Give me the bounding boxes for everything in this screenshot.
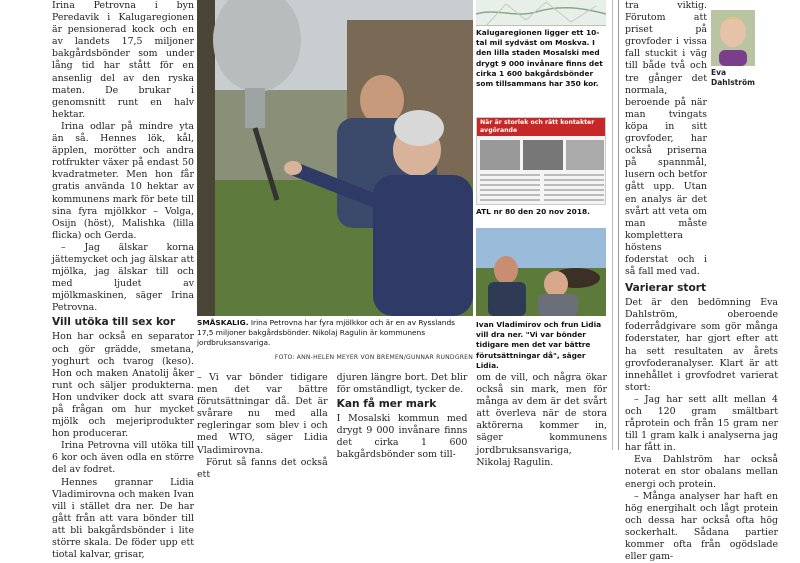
paragraph: Det är den bedömning Eva Dahlström, oberoende foderrådgivare som gör många foderstater, har gjort efter att ha sett resultaten av årets grovfoderanalyser. Klart är att innehållet i grovfodret varierat stort: [625,297,778,393]
wrapped-text [625,0,707,278]
paragraph: Förut så fanns det också ett [197,456,328,480]
map-caption: Kalugaregionen ligger ett 10-tal mil sydväst om Moskva. I den lilla staden Mosalski med drygt 9 000 invånare finns det cirka 1 600 bakgårdsbönder som tillsammans har 350 kor. [476,28,603,89]
article-column-2 [197,372,328,480]
paragraph: Eva Dahlström har också noterat en stor obalans mellan energi och protein. [625,454,778,490]
portrait-photo [711,10,755,66]
article-column-3 [336,372,468,461]
article-column-4 [476,372,608,468]
paragraph: – Jag älskar korna jättemycket och jag älskar att mjölka, jag älskar till och med ljudet av mjölkmaskinen, säger Irina Petrovna. [52,241,194,314]
subheading: Varierar stort [625,282,707,295]
subheading: Vill utöka till sex kor [52,316,176,329]
paragraph: – Jag har sett allt mellan 4 och 120 gram smältbart råprotein och från 15 gram ner till 1 gram kalk i analyserna jag har fått in. [625,393,778,454]
column-divider [612,0,613,450]
clipping-photos [477,136,607,212]
couple-illustration [476,228,606,316]
paragraph: I Mosalski kommun med drygt 9 000 invånare finns det cirka 1 600 bakgårdsbönder som till- [336,413,468,461]
milking-scene-illustration [197,0,473,316]
couple-caption: Ivan Vladimirov och frun Lidia vill dra ner. "Vi var bönder tidigare men det var bättre förutsättningar då", säger Lidia. [476,320,602,370]
caption-kicker: SMÅSKALIG. [197,318,249,327]
paragraph: Irina Petrovna i byn Peredavik i Kalugaregionen är pensionerad kock och en av landets 17,5 miljoner bakgårdsbönder som under lång tid har stått för en ansenlig del av den ryska maten. De brukar i genomsnitt runt en halv hektar. [52,0,194,120]
feed-article-column [618,0,778,563]
clipping-caption: ATL nr 80 den 20 nov 2018. [476,207,590,216]
photo-credit: FOTO: ANN-HELEN MEYER VON BREMEN/GUNNAR RUNDGREN [274,354,473,361]
portrait-caption: Eva Dahlström [711,68,755,87]
photo-caption [197,318,473,349]
paragraph: om de vill, och några ökar också sin mark, men för många av dem är det svårt att överleva när de stora aktörerna kommer in, säger kommunens jordbruksansvariga, Nikolaj Ragulin. [476,372,608,468]
article-column-1 [52,0,194,561]
map-image [476,0,606,26]
paragraph: – Många analyser har haft en hög energihalt och lågt protein och dessa har också ofta hög sockerhalt. Sådana partier kommer ofta från ogödslade eller gam- [625,490,778,563]
paragraph: djuren längre bort. Det blir för omständligt, tycker de. [336,372,468,396]
paragraph: Hon har också en separator och gör grädde, smetana, yoghurt och tvarog (keso). Hon och maken Anatolij åker runt och säljer produkterna. Hon undviker dock att svara på frågan om hur mycket mjölk och mejeriprodukter hon producerar. [52,331,194,440]
caption-text: Irina Petrovna har fyra mjölkkor och är en av Rysslands 17,5 miljoner bakgårdsbönder. Nikolaj Ragulin är kommunens jordbruksansvariga. [197,318,456,348]
paragraph: Irina Petrovna vill utöka till 6 kor och även odla en större del av fodret. [52,440,194,476]
couple-photo [476,228,606,316]
paragraph: Hennes grannar Lidia Vladimirovna och maken Ivan vill i stället dra ner. De har gått från att vara bönder till att bli bakgårdsbönder i lite större skala. De föder upp ett tiotal kalvar, grisar, [52,476,194,561]
article-bottom-columns [197,372,608,480]
paragraph: Irina odlar på mindre yta än så. Hennes lök, kål, äpplen, morötter och andra rotfrukter växer på endast 50 kvadratmeter. Men hon får gratis använda 10 hektar av kommunens mark för bete till sina fyra mjölkkor – Volga, Osijn (höst), Malishka (lilla flicka) och Gerda. [52,120,194,241]
clipping-headline: När är storlek och rätt kontakter avgörande [477,118,605,136]
subheading: Kan få mer mark [336,398,437,411]
main-photo [197,0,473,316]
paragraph: tra viktig. Förutom att priset på grovfoder i vissa fall stuckit i väg till både två och tre gånger det normala, beroende på när man tvingats köpa in sitt grovfoder, har också priserna på spannmål, lusern och betfor gått upp. Utan en analys är det svårt att veta om man måste komplettera höstens foderstat och i så fall med vad. [625,0,707,278]
portrait-illustration [711,10,755,66]
newspaper-clipping [476,117,606,205]
paragraph: – Vi var bönder tidigare men det var bättre förutsättningar då. Det är svårare nu med alla regleringar som blev i och med WTO, säger Lidia Vladimirovna. [197,372,328,456]
map-illustration [476,0,606,26]
